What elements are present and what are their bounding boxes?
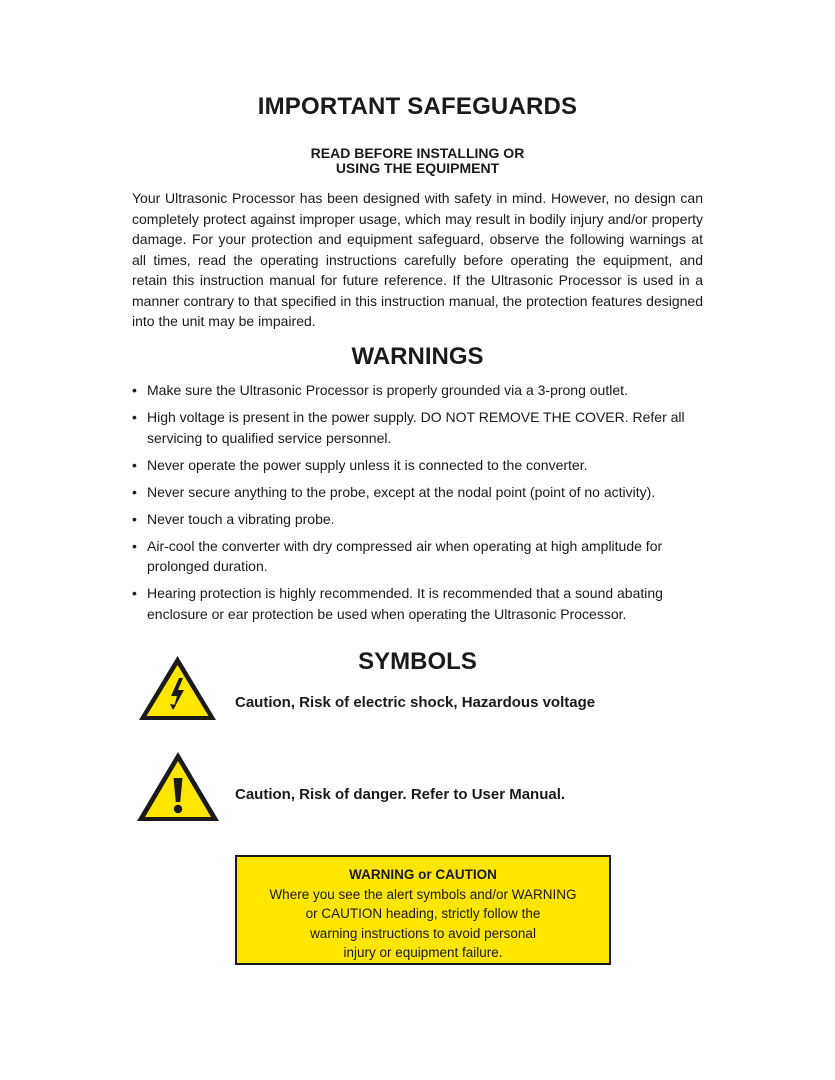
caution-box-line: Where you see the alert symbols and/or WARNING (269, 886, 577, 902)
caution-box (235, 855, 611, 965)
warning-item (132, 407, 712, 448)
warnings-heading: WARNINGS (351, 343, 484, 370)
bullet-icon: • (132, 483, 137, 500)
caution-box-title: WARNING or CAUTION (349, 867, 497, 882)
warning-text: Never touch a vibrating probe. (147, 510, 335, 527)
caution-box-line: or CAUTION heading, strictly follow the (305, 906, 541, 921)
bullet-icon: • (132, 456, 137, 473)
electric-shock-label: Caution, Risk of electric shock, Hazardous voltage (235, 694, 596, 711)
warning-item (132, 583, 712, 624)
warning-item (132, 536, 712, 577)
warning-item (132, 380, 712, 401)
caution-box-line: injury or equipment failure. (343, 945, 503, 960)
general-danger-warning-icon (135, 750, 221, 823)
warning-text: High voltage is present in the power supply. DO NOT REMOVE THE COVER. Refer all servicing to qualified service personnel. (147, 409, 685, 446)
warnings-list (132, 380, 712, 631)
warning-item (132, 482, 712, 503)
danger-label: Caution, Risk of danger. Refer to User Manual. (235, 786, 566, 803)
subtitle-line-1: READ BEFORE INSTALLING OR (310, 145, 525, 161)
bullet-icon: • (132, 510, 137, 527)
warning-text: Hearing protection is highly recommended. It is recommended that a sound abating enclosure or ear protection be used when operating the Ultrasonic Processor. (147, 585, 663, 622)
symbols-heading: SYMBOLS (358, 648, 477, 675)
electric-shock-warning-icon (137, 654, 218, 722)
bullet-icon: • (132, 537, 137, 554)
warning-item (132, 509, 712, 530)
warning-text: Make sure the Ultrasonic Processor is properly grounded via a 3-prong outlet. (147, 382, 628, 398)
subtitle (0, 146, 835, 176)
bullet-icon: • (132, 585, 137, 601)
page-title: IMPORTANT SAFEGUARDS (257, 93, 578, 120)
caution-box-line: warning instructions to avoid personal (310, 925, 536, 941)
bullet-icon: • (132, 382, 137, 398)
bullet-icon: • (132, 409, 137, 425)
warning-text: Air-cool the converter with dry compressed air when operating at high amplitude for prolonged duration. (147, 537, 663, 574)
warning-text: Never secure anything to the probe, except at the nodal point (point of no activity). (147, 483, 656, 500)
intro-paragraph: Your Ultrasonic Processor has been designed with safety in mind. However, no design can completely protect against improper usage, which may result in bodily injury and/or property damage. For your protection and equipment safeguard, observe the following warnings at all times, read the operating instructions carefully before operating the equipment, and retain this instruction manual for future reference. If the Ultrasonic Processor is used in a manner contrary to that specified in this instruction manual, the protection features designed into the unit may be impaired. (132, 190, 703, 329)
subtitle-line-2: USING THE EQUIPMENT (335, 160, 500, 176)
warning-item (132, 455, 712, 476)
warning-text: Never operate the power supply unless it is connected to the converter. (147, 456, 588, 473)
